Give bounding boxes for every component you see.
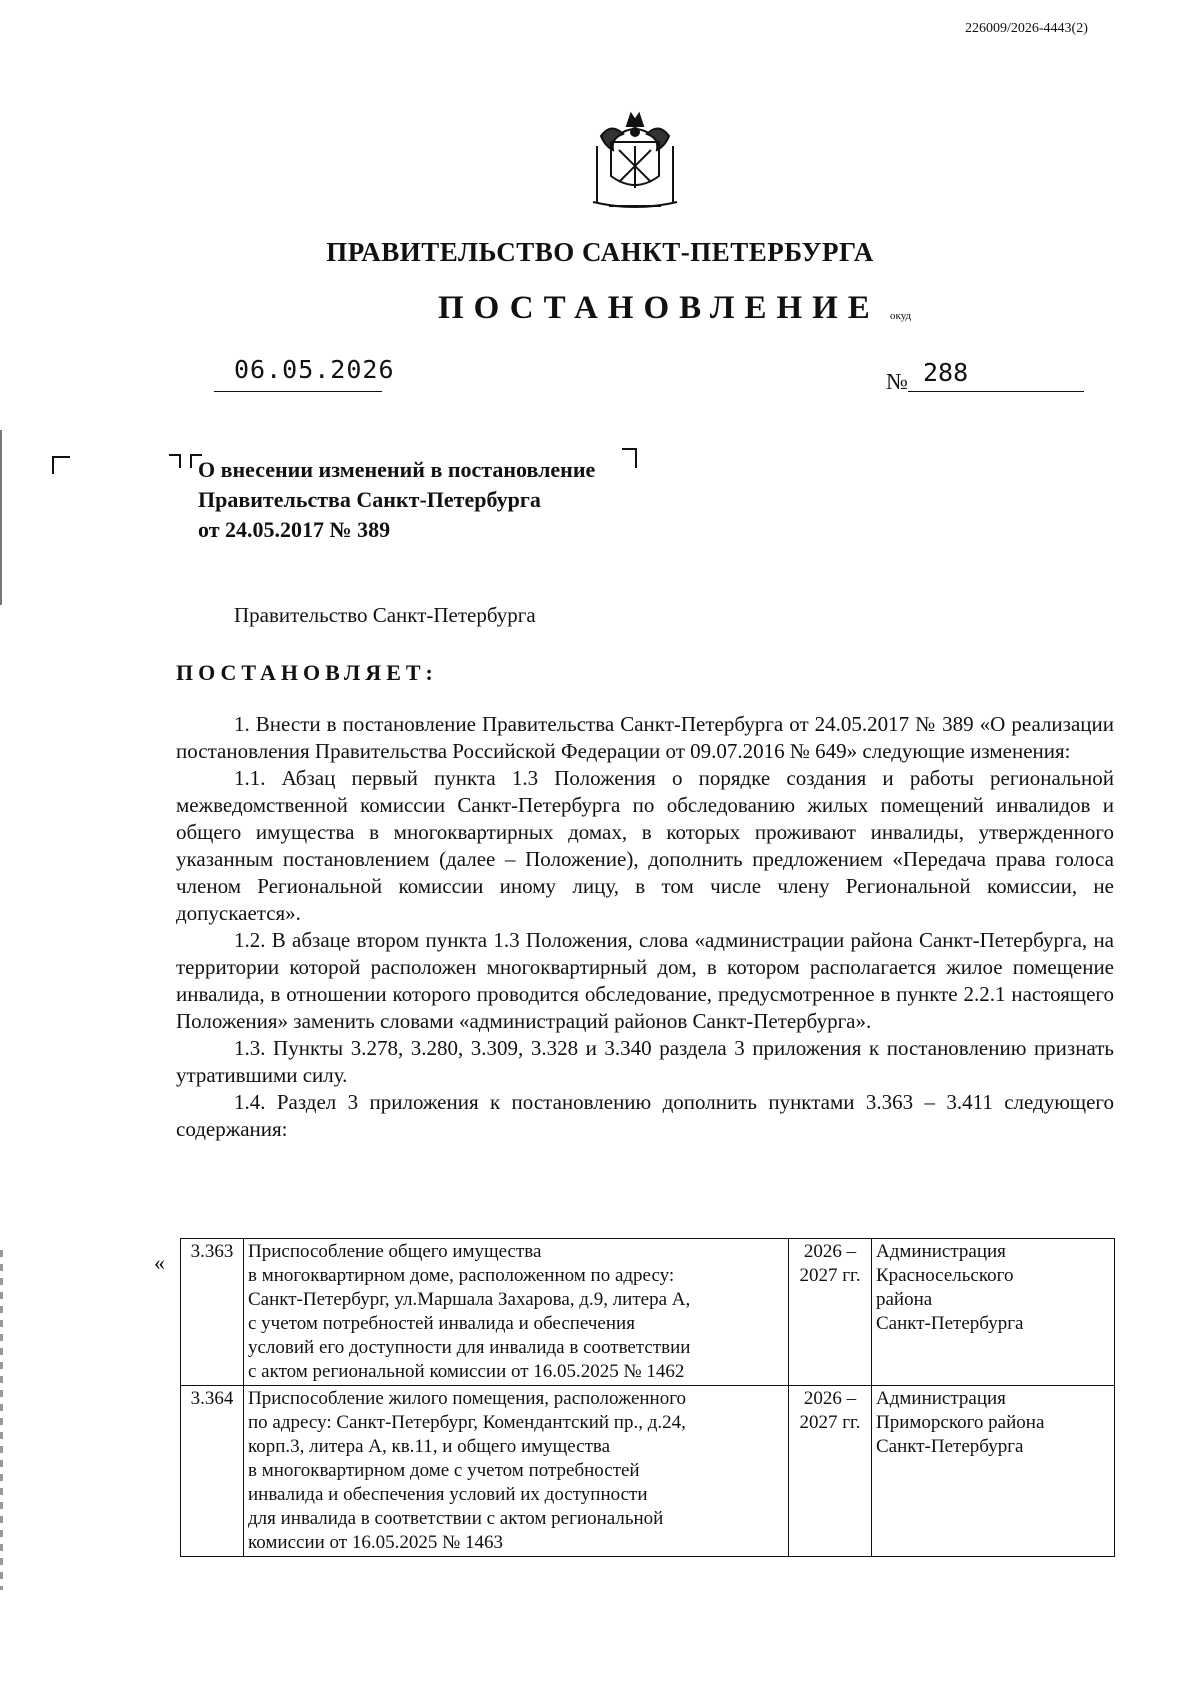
- corner-mark: [52, 456, 70, 474]
- document-date: 06.05.2026: [234, 355, 395, 384]
- table-row: [181, 1386, 1115, 1557]
- item-term: 2026 – 2027 гг.: [789, 1239, 872, 1386]
- coat-of-arms-icon: [587, 106, 683, 216]
- margin-line: [0, 430, 2, 605]
- item-executor: Администрация Приморского района Санкт-Петербурга: [872, 1386, 1115, 1557]
- item-number: 3.364: [181, 1386, 244, 1557]
- document-id: 226009/2026-4443(2): [965, 21, 1088, 36]
- resolves-heading: ПОСТАНОВЛЯЕТ:: [176, 660, 438, 685]
- document-body: [176, 711, 1114, 1143]
- paragraph-1-3: 1.3. Пункты 3.278, 3.280, 3.309, 3.328 и 3.340 раздела 3 приложения к постановлению признать утратившими силу.: [176, 1036, 1114, 1087]
- paragraph-1-1: 1.1. Абзац первый пункта 1.3 Положения о порядке создания и работы региональной межведомственной комиссии Санкт-Петербурга по обследованию жилых помещений инвалидов и общего имущества в многоквартирных домах, в которых проживают инвалиды, утвержденного указанным постановлением (далее – Положение), дополнить предложением «Передача права голоса членом Региональной комиссии иному лицу, в том числе члену Региональной комиссии, не допускается».: [176, 766, 1114, 925]
- organization-title: ПРАВИТЕЛЬСТВО САНКТ-ПЕТЕРБУРГА: [326, 237, 874, 267]
- paragraph-1: 1. Внести в постановление Правительства Санкт-Петербурга от 24.05.2017 № 389 «О реализации постановления Правительства Российской Федерации от 09.07.2016 № 649» следующие изменения:: [176, 712, 1114, 763]
- subject-line: от 24.05.2017 № 389: [198, 517, 391, 542]
- item-term: 2026 – 2027 гг.: [789, 1386, 872, 1557]
- date-underline: [214, 391, 382, 392]
- paragraph-1-2: 1.2. В абзаце втором пункта 1.3 Положения, слова «администрации района Санкт-Петербурга, на территории которой расположен многоквартирный дом, в котором располагается жилое помещение инвалида, в отношении которого проводится обследование, предусмотренное в пункте 2.2.1 настоящего Положения» заменить словами «администраций районов Санкт-Петербурга».: [176, 928, 1114, 1033]
- number-sign: №: [886, 369, 908, 394]
- paragraph-1-4: 1.4. Раздел 3 приложения к постановлению дополнить пунктами 3.363 – 3.411 следующего содержания:: [176, 1090, 1114, 1141]
- subject-line: О внесении изменений в постановление: [198, 457, 596, 482]
- okud-label: окуд: [890, 310, 912, 322]
- amendment-table: [180, 1238, 1115, 1557]
- item-description: Приспособление жилого помещения, расположенного по адресу: Санкт-Петербург, Комендантский пр., д.24, корп.3, литера А, кв.11, и общего имущества в многоквартирном доме с учетом потребностей инвалида и обеспечения условий их доступности для инвалида в соответствии с актом региональной комиссии от 16.05.2025 № 1463: [244, 1386, 789, 1557]
- document-type: ПОСТАНОВЛЕНИЕ: [438, 290, 880, 326]
- document-subject: [198, 455, 595, 545]
- document-number: 288: [923, 358, 969, 387]
- issuer: Правительство Санкт-Петербурга: [234, 603, 536, 627]
- corner-mark: [622, 448, 637, 468]
- open-quote: «: [154, 1250, 165, 1275]
- table-row: [181, 1239, 1115, 1386]
- subject-line: Правительства Санкт-Петербурга: [198, 487, 541, 512]
- item-description: Приспособление общего имущества в многоквартирном доме, расположенном по адресу: Санкт-Петербург, ул.Маршала Захарова, д.9, литера А, с учетом потребностей инвалида и обеспечения условий его доступности для инвалида в соответствии с актом региональной комиссии от 16.05.2025 № 1462: [244, 1239, 789, 1386]
- margin-marks: [0, 1250, 3, 1590]
- item-executor: Администрация Красносельского района Санкт-Петербурга: [872, 1239, 1115, 1386]
- number-underline: [908, 391, 1084, 392]
- item-number: 3.363: [181, 1239, 244, 1386]
- corner-mark: [169, 454, 181, 468]
